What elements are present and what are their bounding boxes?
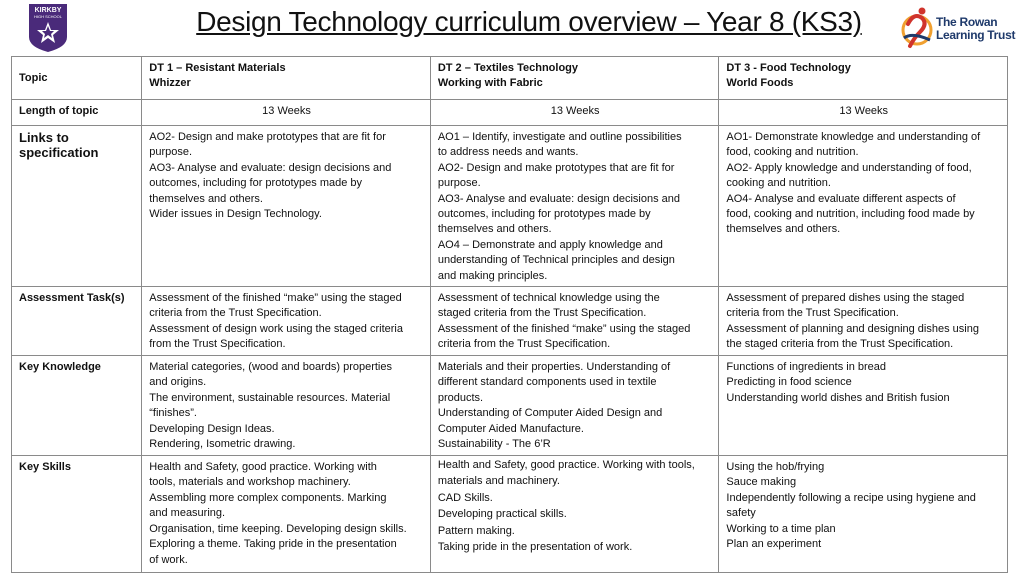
links-cell-dt2 — [430, 126, 719, 287]
cell-line: Pattern making. — [437, 524, 515, 537]
cell-line: safety — [726, 507, 756, 520]
column-header-dt3-subtitle: World Foods — [726, 77, 794, 90]
row-label-links: Links to specification — [12, 126, 142, 287]
trust-logo-line1: The Rowan — [936, 15, 998, 29]
cell-line: Materials and their properties. Understanding of — [437, 361, 671, 374]
cell-line: Assessment of design work using the staged criteria — [149, 322, 403, 335]
cell-line: Developing Design Ideas. — [149, 422, 275, 435]
cell-line: criteria from the Trust Specification. — [149, 307, 322, 320]
row-label-skills: Key Skills — [12, 456, 142, 573]
assessment-cell-dt3 — [719, 287, 1008, 356]
column-header-dt1-subtitle: Whizzer — [149, 77, 191, 90]
links-cell-dt3 — [719, 126, 1008, 287]
cell-line: criteria from the Trust Specification. — [726, 307, 899, 320]
table-row-links — [12, 126, 1008, 287]
school-logo-name: KIRKBY — [34, 7, 62, 14]
page-title: Design Technology curriculum overview – Year 8 (KS3) — [196, 6, 862, 37]
column-header-dt3-title: DT 3 - Food Technology — [726, 62, 851, 74]
table-row-skills — [12, 456, 1008, 573]
cell-line: themselves and others. — [149, 192, 263, 205]
cell-line: AO4- Analyse and evaluate different aspects of — [726, 192, 956, 205]
cell-line: and making principles. — [437, 269, 548, 282]
cell-line: Assessment of planning and designing dishes using — [726, 322, 979, 335]
cell-line: Organisation, time keeping. Developing design skills. — [149, 522, 407, 535]
cell-line: tools, materials and workshop machinery. — [149, 476, 351, 489]
table-row-topic — [12, 57, 1008, 100]
cell-line: Exploring a theme. Taking pride in the presentation — [149, 538, 397, 551]
table-row-length — [12, 100, 1008, 126]
cell-line: to address needs and wants. — [437, 146, 579, 159]
cell-line: AO2- Apply knowledge and understanding of food, — [726, 161, 972, 174]
cell-line: AO3- Analyse and evaluate: design decisions and — [149, 161, 392, 174]
cell-line: Assembling more complex components. Marking — [149, 491, 387, 504]
knowledge-cell-dt2 — [430, 356, 719, 456]
cell-line: Rendering, Isometric drawing. — [149, 438, 296, 451]
cell-line: food, cooking and nutrition, including food made by — [726, 208, 975, 221]
column-header-dt1 — [142, 57, 431, 100]
skills-cell-dt1 — [142, 456, 431, 573]
column-header-dt2-title: DT 2 – Textiles Technology — [437, 62, 579, 74]
cell-line: AO4 – Demonstrate and apply knowledge and — [437, 238, 663, 251]
cell-line: AO1- Demonstrate knowledge and understanding of — [726, 131, 981, 143]
column-header-dt3 — [719, 57, 1008, 100]
row-label-length: Length of topic — [12, 100, 142, 126]
table-row-assessment — [12, 287, 1008, 356]
cell-line: products. — [437, 391, 484, 404]
cell-line: AO3- Analyse and evaluate: design decisions and — [437, 192, 680, 205]
cell-line: Sustainability - The 6’R — [437, 438, 551, 451]
cell-line: Health and Safety, good practice. Working with tools, — [437, 459, 695, 472]
cell-line: themselves and others. — [437, 223, 552, 236]
cell-line: Material categories, (wood and boards) properties — [149, 361, 392, 374]
skills-cell-dt2 — [430, 456, 719, 573]
cell-line: from the Trust Specification. — [149, 338, 286, 351]
column-header-dt2 — [430, 57, 719, 100]
cell-line: Developing practical skills. — [437, 508, 567, 521]
skills-cell-dt3 — [719, 456, 1008, 573]
cell-line: AO1 – Identify, investigate and outline possibilities — [437, 131, 682, 143]
cell-line: Assessment of prepared dishes using the staged — [726, 292, 965, 305]
cell-line: Assessment of the finished “make” using the staged — [437, 322, 691, 335]
length-cell-dt1: 13 Weeks — [142, 100, 431, 126]
table-row-knowledge — [12, 356, 1008, 456]
cell-line: themselves and others. — [726, 223, 841, 236]
cell-line: outcomes, including for prototypes made by — [149, 177, 363, 190]
links-cell-dt1 — [142, 126, 431, 287]
cell-line: and origins. — [149, 376, 207, 389]
curriculum-table — [11, 56, 1008, 573]
cell-line: the staged criteria from the Trust Specification. — [726, 338, 954, 351]
cell-line: Working to a time plan — [726, 522, 836, 535]
trust-logo — [900, 2, 1024, 54]
cell-line: “finishes”. — [149, 407, 197, 420]
column-header-dt2-subtitle: Working with Fabric — [437, 77, 543, 90]
cell-line: Functions of ingredients in bread — [726, 361, 887, 374]
cell-line: purpose. — [149, 146, 193, 159]
cell-line: of work. — [149, 553, 188, 566]
cell-line: staged criteria from the Trust Specification. — [437, 307, 647, 320]
cell-line: Assessment of technical knowledge using the — [437, 292, 660, 305]
cell-line: Understanding of Computer Aided Design and — [437, 407, 663, 420]
cell-line: purpose. — [437, 177, 481, 190]
row-label-topic: Topic — [12, 57, 142, 100]
row-label-assessment: Assessment Task(s) — [12, 287, 142, 356]
cell-line: Assessment of the finished “make” using the staged — [149, 292, 402, 305]
cell-line: Sauce making — [726, 476, 797, 489]
assessment-cell-dt2 — [430, 287, 719, 356]
column-header-dt1-title: DT 1 – Resistant Materials — [149, 62, 286, 74]
row-label-knowledge: Key Knowledge — [12, 356, 142, 456]
assessment-cell-dt1 — [142, 287, 431, 356]
length-cell-dt3: 13 Weeks — [719, 100, 1008, 126]
trust-logo-line2: Learning Trust — [936, 28, 1016, 42]
cell-line: different standard components used in textile — [437, 376, 657, 389]
cell-line: and measuring. — [149, 507, 226, 520]
cell-line: materials and machinery. — [437, 475, 560, 488]
cell-line: Predicting in food science — [726, 376, 852, 389]
school-logo-sub: HIGH SCHOOL — [33, 14, 63, 19]
cell-line: Using the hob/frying — [726, 461, 825, 474]
cell-line: AO2- Design and make prototypes that are fit for — [437, 161, 675, 174]
knowledge-cell-dt1 — [142, 356, 431, 456]
cell-line: Independently following a recipe using hygiene and — [726, 491, 976, 504]
cell-line: AO2- Design and make prototypes that are fit for — [149, 131, 386, 143]
cell-line: understanding of Technical principles and design — [437, 254, 675, 267]
cell-line: food, cooking and nutrition. — [726, 146, 859, 159]
cell-line: Health and Safety, good practice. Working with — [149, 461, 377, 474]
cell-line: Understanding world dishes and British fusion — [726, 391, 950, 404]
cell-line: Wider issues in Design Technology. — [149, 208, 322, 221]
cell-line: CAD Skills. — [437, 491, 493, 504]
cell-line: outcomes, including for prototypes made by — [437, 208, 651, 221]
cell-line: cooking and nutrition. — [726, 177, 831, 190]
cell-line: Computer Aided Manufacture. — [437, 422, 584, 435]
knowledge-cell-dt3 — [719, 356, 1008, 456]
length-cell-dt2: 13 Weeks — [430, 100, 719, 126]
cell-line: Taking pride in the presentation of work. — [437, 541, 633, 554]
cell-line: Plan an experiment — [726, 538, 822, 551]
cell-line: The environment, sustainable resources. Material — [149, 391, 391, 404]
cell-line: criteria from the Trust Specification. — [437, 338, 611, 351]
